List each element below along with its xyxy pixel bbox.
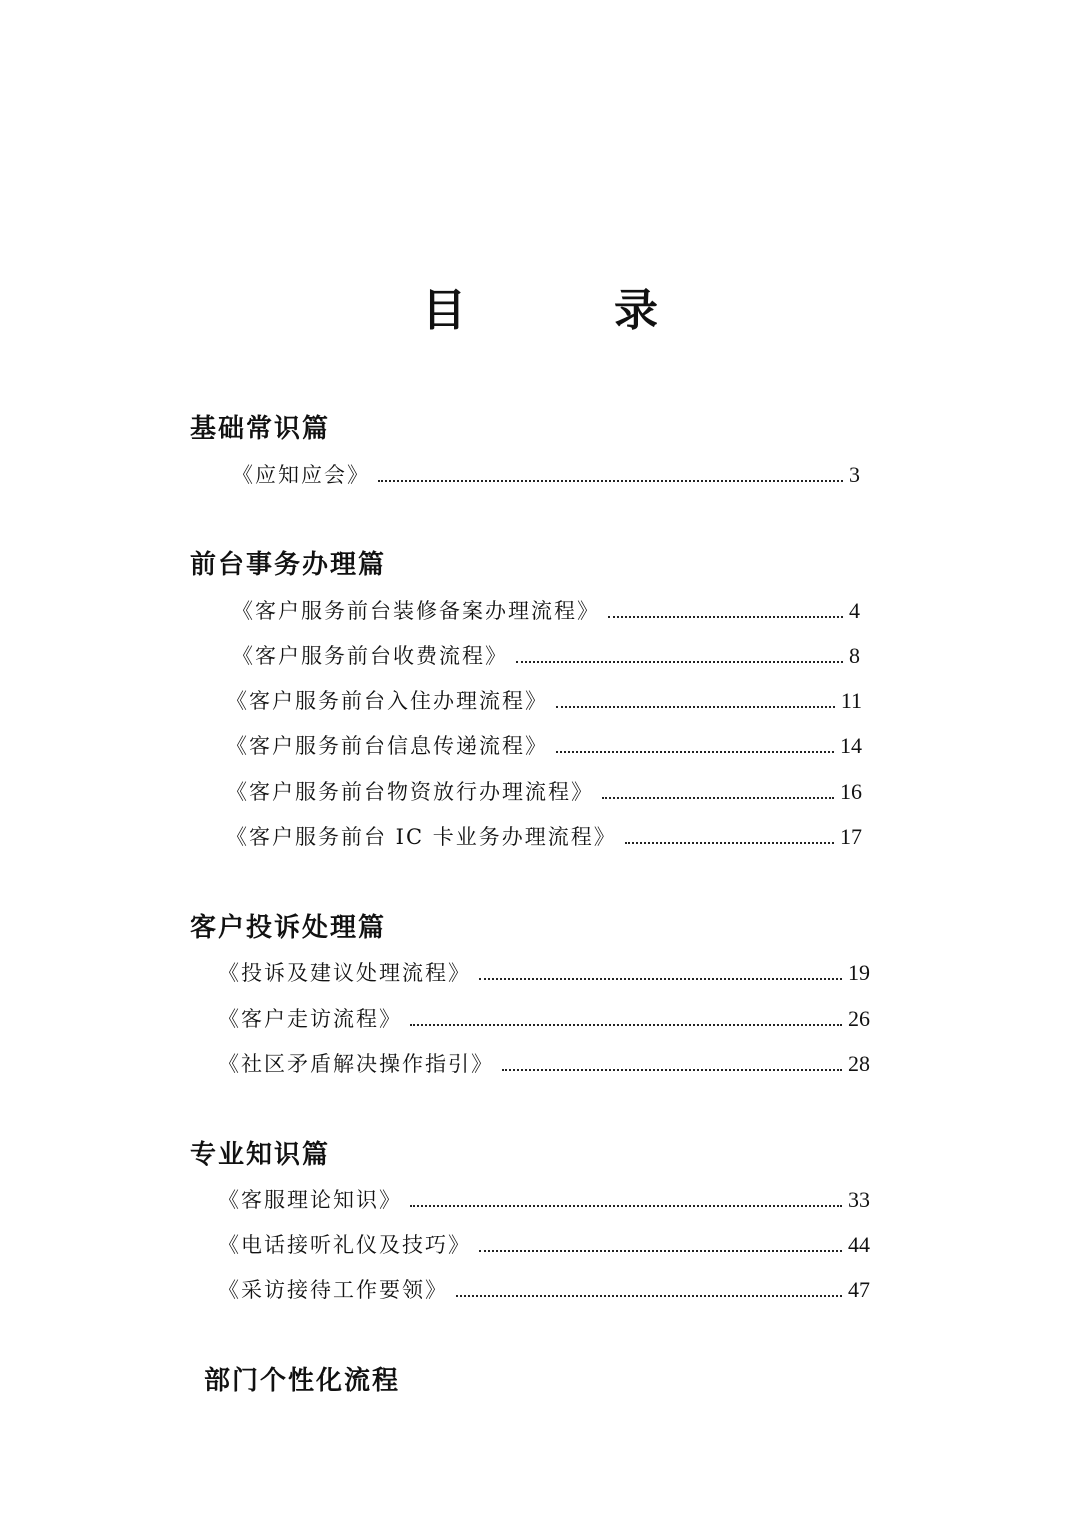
section-heading-professional-knowledge: 专业知识篇	[190, 1140, 331, 1170]
toc-entry[interactable]	[218, 958, 870, 988]
toc-entry-page: 28	[848, 1051, 870, 1076]
toc-entry-page: 19	[848, 960, 870, 985]
toc-entry-page: 3	[849, 462, 860, 487]
toc-entry[interactable]	[232, 641, 860, 671]
toc-entry-page: 16	[840, 779, 862, 804]
toc-entry[interactable]	[226, 686, 862, 716]
toc-entry[interactable]	[232, 596, 860, 626]
toc-dot-leader	[456, 1295, 842, 1297]
toc-entry-title: 《客户服务前台信息传递流程》	[226, 734, 548, 758]
toc-dot-leader	[602, 797, 834, 799]
toc-entry-title: 《客户服务前台物资放行办理流程》	[226, 780, 594, 804]
page-title: 目 录	[422, 285, 710, 336]
toc-entry-page: 14	[840, 733, 862, 758]
toc-dot-leader	[608, 616, 843, 618]
toc-dot-leader	[479, 978, 842, 980]
toc-entry-page: 11	[840, 688, 862, 713]
toc-entry-page: 33	[848, 1187, 870, 1212]
toc-entry-title: 《客户服务前台装修备案办理流程》	[232, 599, 600, 623]
toc-entry-title: 《投诉及建议处理流程》	[218, 961, 471, 985]
toc-dot-leader	[479, 1250, 842, 1252]
toc-dot-leader	[556, 751, 834, 753]
toc-entry-title: 《客户服务前台 IC 卡业务办理流程》	[226, 825, 617, 849]
toc-entry[interactable]	[218, 1049, 870, 1079]
toc-entry[interactable]	[218, 1185, 870, 1215]
toc-dot-leader	[410, 1024, 842, 1026]
section-heading-basic-knowledge: 基础常识篇	[190, 414, 331, 444]
toc-entry[interactable]	[232, 460, 860, 490]
toc-entry-page: 17	[840, 824, 862, 849]
toc-entry[interactable]	[226, 731, 862, 761]
toc-entry-title: 《客户服务前台入住办理流程》	[226, 689, 548, 713]
toc-dot-leader	[502, 1069, 842, 1071]
toc-entry-page: 4	[849, 598, 860, 623]
toc-dot-leader	[516, 661, 843, 663]
toc-entry[interactable]	[226, 822, 862, 852]
toc-entry-title: 《电话接听礼仪及技巧》	[218, 1233, 471, 1257]
toc-dot-leader	[625, 842, 834, 844]
toc-entry-page: 44	[848, 1232, 870, 1257]
toc-dot-leader	[378, 480, 843, 482]
toc-entry-page: 8	[849, 643, 860, 668]
section-heading-complaints: 客户投诉处理篇	[190, 913, 387, 943]
toc-dot-leader	[556, 706, 835, 708]
toc-dot-leader	[410, 1205, 842, 1207]
toc-entry-title: 《客户服务前台收费流程》	[232, 644, 508, 668]
toc-entry-title: 《客服理论知识》	[218, 1188, 402, 1212]
toc-entry-title: 《社区矛盾解决操作指引》	[218, 1052, 494, 1076]
toc-entry[interactable]	[226, 777, 862, 807]
section-heading-department-processes: 部门个性化流程	[204, 1366, 401, 1396]
toc-entry-title: 《采访接待工作要领》	[218, 1278, 448, 1302]
toc-entry[interactable]	[218, 1230, 870, 1260]
toc-entry[interactable]	[218, 1275, 870, 1305]
section-heading-front-desk: 前台事务办理篇	[190, 550, 387, 580]
toc-entry[interactable]	[218, 1004, 870, 1034]
toc-entry-title: 《客户走访流程》	[218, 1007, 402, 1031]
toc-entry-page: 47	[848, 1277, 870, 1302]
toc-entry-title: 《应知应会》	[232, 463, 370, 487]
toc-entry-page: 26	[848, 1006, 870, 1031]
